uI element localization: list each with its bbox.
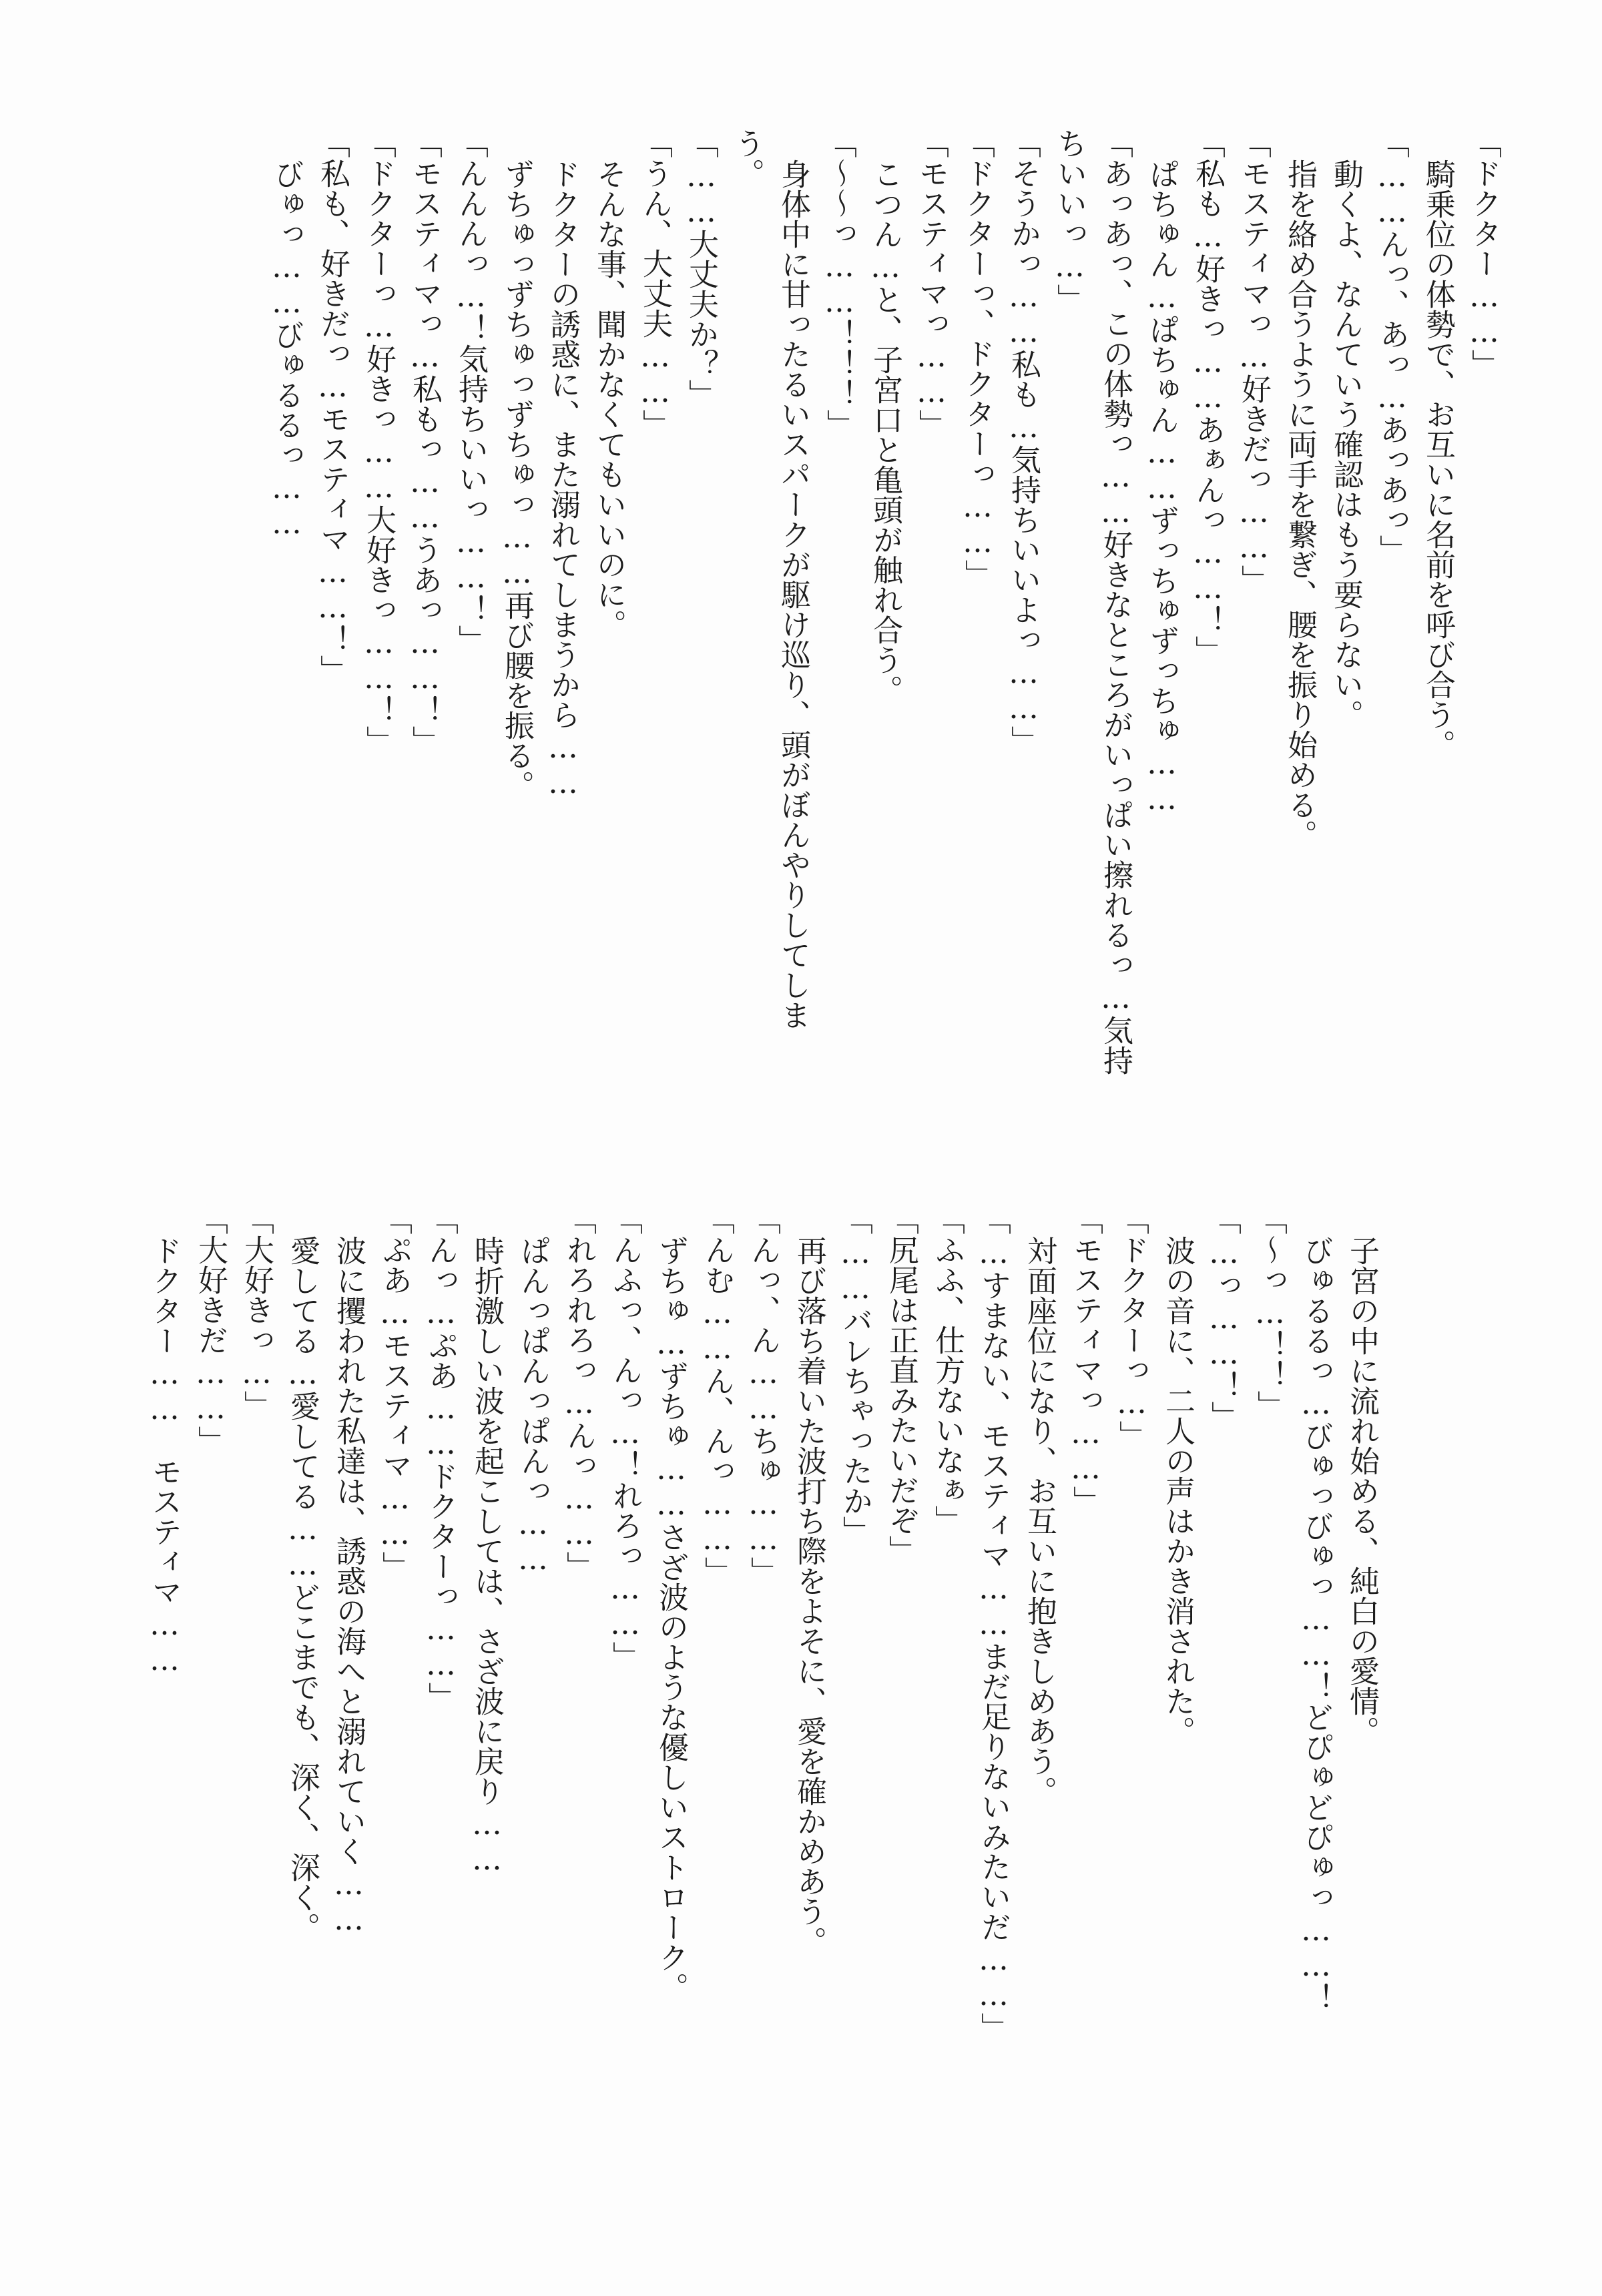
text-line: 「うん、大丈夫……」	[637, 128, 673, 439]
text-line: 「～っ…！！」	[1252, 1205, 1288, 1420]
text-line: 「あっあっ、この体勢っ……好きなところがいっぱい擦れるっ…気持	[1098, 128, 1133, 1075]
text-line: 対面座位になり、お互いに抱きしめあう。	[1022, 1235, 1057, 1806]
text-line: 「んんんっ…！気持ちいいっ……！」	[453, 128, 489, 655]
text-line: 「大好きっ…」	[239, 1205, 274, 1420]
text-line: 「れろれろっ…んっ……」	[561, 1205, 597, 1581]
text-block-upper	[214, 128, 1507, 1116]
text-line: 「んむ……ん、んっ……」	[700, 1205, 735, 1587]
text-line: 時折激しい波を起こしては、さざ波に戻り……	[469, 1235, 505, 1877]
text-line: ドクター…… モスティマ……	[147, 1235, 182, 1677]
text-line: びゅるるっ…びゅっびゅっ……！どぴゅどぴゅっ……！	[1298, 1235, 1334, 2013]
text-line: こつん…と、子宮口と亀頭が触れ合う。	[868, 159, 903, 705]
text-line: 波の音に、二人の声はかき消された。	[1160, 1235, 1195, 1746]
text-line: 「んふっ、んっ…！れろっ……」	[607, 1205, 643, 1671]
text-line: 指を絡め合うように両手を繋ぎ、腰を振り始める。	[1282, 159, 1318, 850]
text-line: びゅっ……びゅるるっ……	[269, 159, 304, 541]
text-line: 「ぷあ…モスティマ……」	[377, 1205, 413, 1581]
text-line: 「…すまない、モスティマ……まだ足りないみたいだ……」	[976, 1205, 1011, 2042]
text-line: 子宮の中に流れ始める、純白の愛情。	[1344, 1235, 1380, 1746]
text-line: 「大好きだ……」	[193, 1205, 228, 1456]
text-line: ずちゅ…ずちゅ……さざ波のような優しいストローク。	[653, 1235, 689, 2002]
text-line: 「……大丈夫か？」	[684, 128, 719, 409]
text-line: 「んっ…ぷあ……ドクターっ……」	[423, 1205, 459, 1712]
text-line: ドクターの誘惑に、また溺れてしまうから……	[545, 159, 581, 800]
text-line: 愛してる…愛してる……どこまでも、深く、深く。	[285, 1235, 320, 1942]
text-line: 「～～っ……！！！」	[822, 128, 857, 439]
text-line: 「私も、好きだっ…モスティマ……！」	[315, 128, 350, 685]
text-line: 「ドクターっ…好きっ……大好きっ……！」	[361, 128, 396, 756]
text-line: 「……バレちゃったか」	[838, 1205, 873, 1546]
text-line: 「そうかっ……私も…気持ちいいよっ……」	[1006, 128, 1041, 756]
text-line: 「んっ、ん……ちゅ……」	[746, 1205, 781, 1587]
text-block-lower	[147, 1205, 1385, 2072]
text-line: 動くよ、なんていう確認はもう要らない。	[1328, 159, 1364, 730]
text-line: 波に攫われた私達は、誘惑の海へと溺れていく……	[331, 1235, 366, 1937]
text-line: 「ふふ、仕方ないなぁ」	[930, 1205, 965, 1535]
text-line: 「尻尾は正直みたいだぞ」	[884, 1205, 919, 1565]
text-line: そんな事、聞かなくてもいいのに。	[591, 159, 627, 639]
text-line: ぱんっぱんっぱんっ……	[515, 1235, 551, 1576]
text-line: 再び落ち着いた波打ち際をよそに、愛を確かめあう。	[792, 1235, 827, 1956]
text-line: ぱちゅん…ぱちゅん……ずっちゅずっちゅ……	[1144, 159, 1179, 816]
text-line: 「モスティマっ…私もっ……うあっ……！」	[407, 128, 443, 756]
text-line: 「…っ……！」	[1206, 1205, 1242, 1431]
text-line: 騎乗位の体勢で、お互いに名前を呼び合う。	[1420, 159, 1456, 760]
text-line: 「ドクターっ、ドクターっ……」	[960, 128, 995, 589]
text-line: 「私も…好きっ……あぁんっ……！」	[1190, 128, 1226, 665]
text-line: う。	[730, 128, 765, 188]
text-line: 「モスティマっ……」	[1068, 1205, 1103, 1516]
text-line: 身体中に甘ったるいスパークが駆け巡り、頭がぼんやりしてしま	[776, 159, 811, 1030]
text-line: 「モスティマっ……」	[914, 128, 949, 439]
text-line: 「モスティマっ…好きだっ……」	[1236, 128, 1272, 595]
text-line: ちいいっ…」	[1052, 128, 1087, 314]
text-line: 「……んっ、あっ…あっあっ」	[1374, 128, 1410, 565]
text-line: 「ドクターっ…」	[1114, 1205, 1149, 1450]
text-line: 「ドクター……」	[1466, 128, 1502, 379]
text-line: ずちゅっずちゅっずちゅっ……再び腰を振る。	[499, 159, 535, 800]
